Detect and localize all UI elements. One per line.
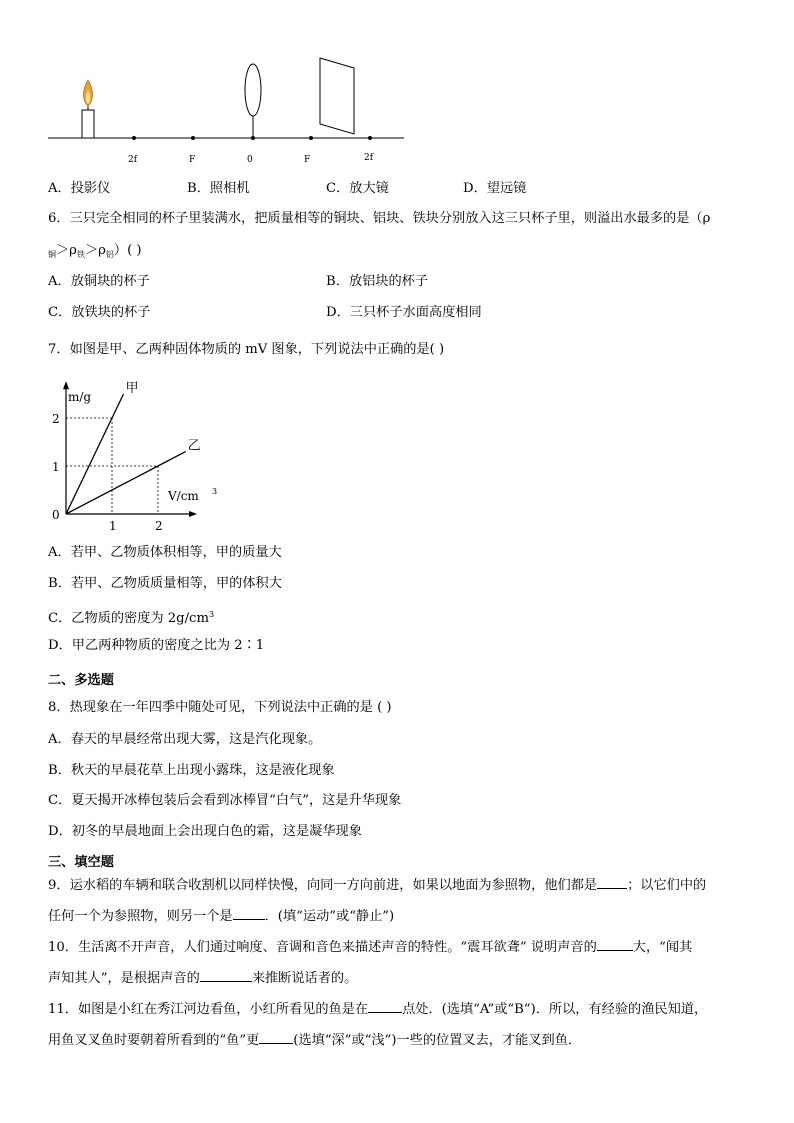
q9-text-2: 任何一个为参照物，则另一个是 (48, 909, 233, 924)
q10-text-2-end: 来推断说话者的。 (251, 971, 358, 986)
section-3-title: 三、填空题 (48, 855, 114, 870)
q11-text-1: 11．如图是小红在秀江河边看鱼，小红所看见的鱼是在 (48, 1002, 369, 1017)
q6-text: 6．三只完全相同的杯子里装满水，把质量相等的铜块、铝块、铁块分别放入这三只杯子里，则溢出水最多的是（ρ (48, 211, 711, 226)
q5-option-c: C．放大镜 (326, 181, 389, 196)
q9-blank-2[interactable] (233, 907, 265, 920)
q10-text-1-end: 大，“闻其 (632, 940, 693, 955)
tick-label-2f-right: 2f (364, 153, 374, 163)
y-tick-label: 2 (52, 412, 60, 426)
x-tick-label: 1 (109, 519, 117, 533)
q8-option-a: A．春天的早晨经常出现大雾，这是汽化现象。 (48, 732, 322, 747)
q6-sub-fe: 铁 (76, 250, 85, 259)
y-axis-arrow (63, 381, 69, 389)
q11-line1 (48, 1000, 707, 1019)
q6-question-line2 (48, 242, 142, 264)
screen-icon (320, 58, 354, 134)
q8-option-c: C．夏天揭开冰棒包装后会看到冰棒冒“白气”，这是升华现象 (48, 793, 402, 808)
q6-sub-cu: 铜 (48, 250, 56, 259)
q6-option-c: C．放铁块的杯子 (48, 305, 151, 320)
section-2-title: 二、多选题 (48, 673, 114, 688)
q7-option-a: A．若甲、乙物质体积相等，甲的质量大 (48, 545, 282, 560)
y-axis-label: m/g (68, 390, 92, 405)
q10-blank-2[interactable] (200, 969, 252, 982)
q11-blank-1[interactable] (368, 1000, 402, 1013)
q6-option-d: D．三只杯子水面高度相同 (326, 305, 482, 320)
q7-option-b: B．若甲、乙物质质量相等，甲的体积大 (48, 576, 282, 591)
q6-option-a: A．放铜块的杯子 (48, 274, 150, 289)
mv-chart (46, 374, 221, 534)
lens-figure (48, 50, 408, 170)
q6-question-line1 (48, 210, 710, 228)
series-label-0: 甲 (125, 381, 139, 396)
candle-icon (82, 80, 94, 138)
q6-sub-al: 铝 (105, 250, 114, 259)
q6-paren: ）( ) (113, 243, 142, 258)
q9-text-1: 9．运水稻的车辆和联合收割机以同样快慢，向同一方向前进，如果以地面为参照物，他们都是 (48, 878, 598, 893)
q5-option-a: A．投影仪 (48, 181, 111, 196)
q7-option-d: D．甲乙两种物质的密度之比为 2∶1 (48, 638, 265, 653)
q10-line2 (48, 969, 357, 988)
origin-label: 0 (52, 508, 60, 522)
q6-gt-1: ＞ρ (56, 243, 77, 258)
q11-text-2: 用鱼叉叉鱼时要朝着所看到的“鱼”更 (48, 1033, 260, 1048)
x-tick-label: 2 (155, 519, 163, 533)
q5-option-d: D．望远镜 (463, 181, 527, 196)
q10-blank-1[interactable] (597, 938, 633, 951)
tick-label-0: 0 (247, 155, 253, 165)
q11-text-1-end: 点处．(选填“A”或“B”)．所以，有经验的渔民知道， (402, 1002, 708, 1017)
q8-question: 8．热现象在一年四季中随处可见，下列说法中正确的是 ( ) (48, 700, 392, 715)
q11-blank-2[interactable] (259, 1031, 293, 1044)
q8-option-b: B．秋天的早晨花草上出现小露珠，这是液化现象 (48, 763, 335, 778)
convex-lens-icon (245, 64, 261, 138)
q9-blank-1[interactable] (597, 876, 627, 889)
x-axis-label: V/cm (168, 489, 199, 503)
q9-text-2-end: ．(填“运动”或“静止”) (264, 909, 395, 924)
q10-text-1: 10．生活离不开声音，人们通过响度、音调和音色来描述声音的特性。“震耳欲聋” 说明声音的 (48, 940, 597, 955)
q10-text-2: 声知其人”，是根据声音的 (48, 971, 200, 986)
q7-option-c-sup: 3 (208, 610, 215, 619)
q9-text-1-end: ；以它们中的 (627, 878, 707, 893)
q6-gt-2: ＞ρ (84, 243, 106, 258)
q9-line2 (48, 907, 394, 926)
series-line-1 (66, 452, 186, 514)
q7-option-c (48, 606, 214, 628)
q10-line1 (48, 938, 692, 957)
tick-label-2f-left: 2f (128, 155, 138, 165)
x-axis-arrow (189, 511, 197, 517)
q11-text-2-end: (选填“深”或“浅”)一些的位置叉去，才能叉到鱼． (293, 1033, 582, 1048)
tick-label-f-left: F (189, 155, 196, 165)
y-tick-label: 1 (52, 460, 60, 474)
tick-label-f-right: F (304, 155, 311, 165)
q7-option-c-text: C．乙物质的密度为 2g/cm (48, 611, 209, 626)
q5-option-b: B．照相机 (187, 181, 250, 196)
q11-line2 (48, 1031, 581, 1050)
series-line-0 (66, 394, 124, 514)
x-axis-label-sup: 3 (212, 487, 218, 496)
q7-question: 7．如图是甲、乙两种固体物质的 mV 图象，下列说法中正确的是( ) (48, 342, 445, 357)
q9-line1 (48, 876, 706, 895)
q8-option-d: D．初冬的早晨地面上会出现白色的霜，这是凝华现象 (48, 824, 362, 839)
series-label-1: 乙 (187, 438, 201, 454)
q6-option-b: B．放铝块的杯子 (326, 274, 429, 289)
